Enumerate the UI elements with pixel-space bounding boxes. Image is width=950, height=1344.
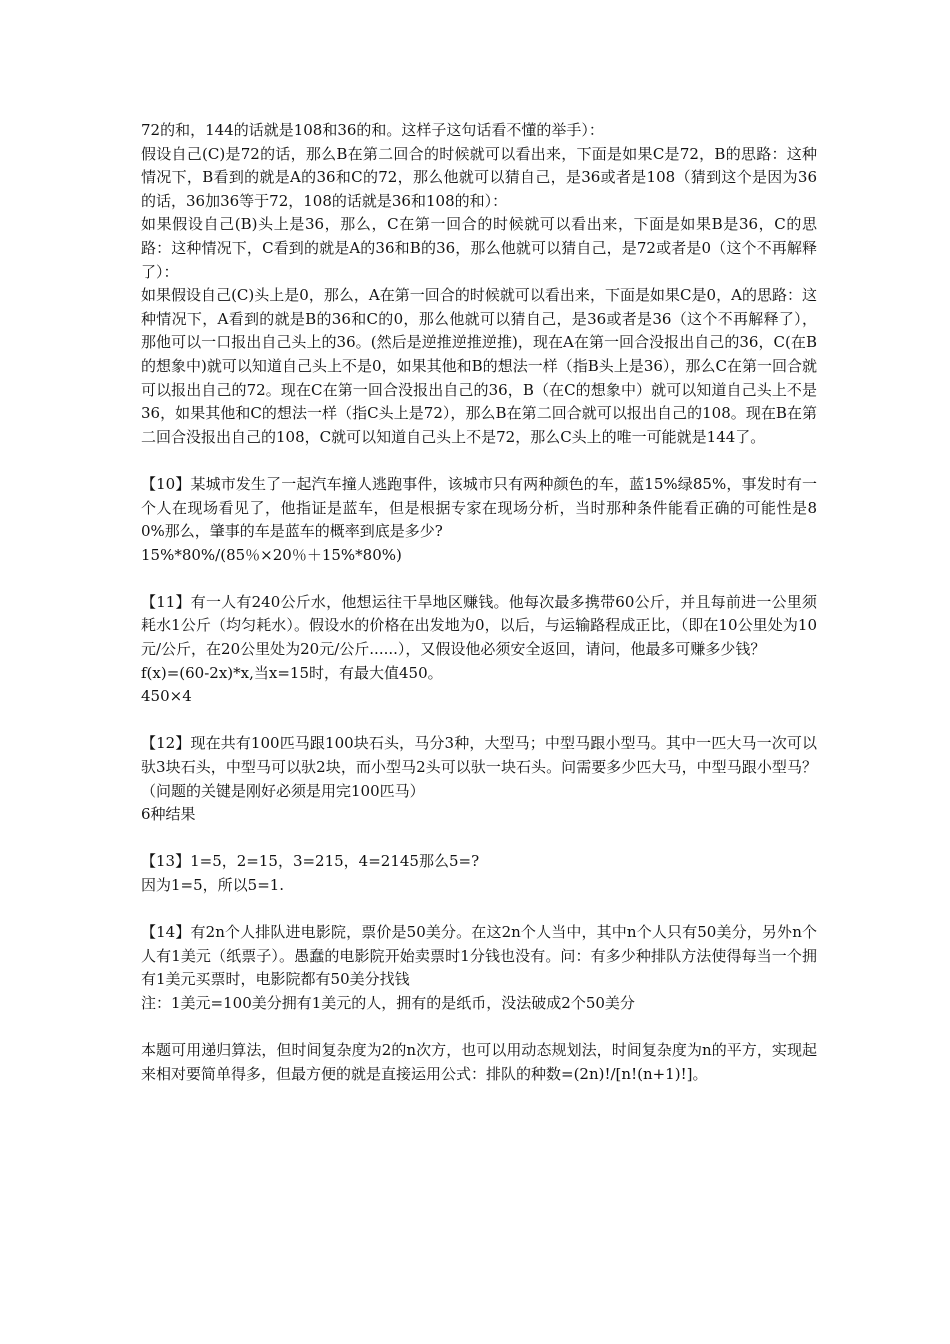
paragraph: 假设自己(C)是72的话，那么B在第二回合的时候就可以看出来，下面是如果C是72，B的思路：这种情况下，B看到的就是A的36和C的72，那么他就可以猜自己，是36或者是108（猜到这个是因为36的话，36加36等于72，108的话就是36和108的和）： — [141, 144, 817, 210]
answer-11-result: 450×4 — [141, 687, 192, 706]
question-12: 【12】现在共有100匹马跟100块石头，马分3种，大型马；中型马跟小型马。其中一匹大马一次可以驮3块石头，中型马可以驮2块，而小型马2头可以驮一块石头。问需要多少匹大马，中型马跟小型马？（问题的关键是刚好必须是用完100匹马） — [141, 734, 817, 800]
question-10: 【10】某城市发生了一起汽车撞人逃跑事件，该城市只有两种颜色的车，蓝15%绿85%，事发时有一个人在现场看见了，他指证是蓝车，但是根据专家在现场分析，当时那种条件能看正确的可能性是80%那么，肇事的车是蓝车的概率到底是多少? — [141, 474, 817, 541]
paragraph-spacer — [141, 1016, 817, 1040]
answer-14-note: 注：1美元=100美分拥有1美元的人，拥有的是纸币，没法破成2个50美分 — [141, 993, 635, 1012]
paragraph: 如果假设自己(C)头上是0，那么，A在第一回合的时候就可以看出来，下面是如果C是0，A的思路：这种情况下，A看到的就是B的36和C的0，那么他就可以猜自己，是36或者是36（这个不再解释了），那他可以一口报出自己头上的36。(然后是逆推逆推逆推)，现在A在第一回合没报出自己的36，C(在B的想象中)就可以知道自己头上不是0，如果其他和B的想法一样（指B头上是36），那么C在第一回合就可以报出自己的72。现在C在第一回合没报出自己的36，B（在C的想象中）就可以知道自己头上不是36，如果其他和C的想法一样（指C头上是72），那么B在第二回合就可以报出自己的108。现在B在第二回合没报出自己的108，C就可以知道自己头上不是72，那么C头上的唯一可能就是144了。 — [141, 286, 817, 446]
question-11: 【11】有一人有240公斤水，他想运往干旱地区赚钱。他每次最多携带60公斤，并且每前进一公里须耗水1公斤（均匀耗水）。假设水的价格在出发地为0，以后，与运输路程成正比，（即在10公里处为10元/公斤，在20公里处为20元/公斤......），又假设他必须安全返回，请问，他最多可赚多少钱？ — [141, 592, 817, 659]
paragraph: 72的和，144的话就是108和36的和。这样子这句话看不懂的举手）： — [141, 121, 604, 139]
paragraph-spacer — [141, 449, 817, 473]
paragraph-spacer — [141, 709, 817, 733]
answer-11-formula: f(x)=(60-2x)*x,当x=15时，有最大值450。 — [141, 663, 443, 682]
paragraph-spacer — [141, 898, 817, 922]
answer-13: 因为1=5，所以5=1. — [141, 876, 285, 894]
paragraph-spacer — [141, 567, 817, 591]
question-13: 【13】1=5，2=15，3=215，4=2145那么5=? — [141, 852, 480, 871]
paragraph: 如果假设自己(B)头上是36，那么，C在第一回合的时候就可以看出来，下面是如果B是36，C的思路：这种情况下，C看到的就是A的36和B的36，那么他就可以猜自己，是72或者是0（这个不再解释了）： — [141, 215, 817, 281]
answer-12: 6种结果 — [141, 805, 196, 824]
paragraph-spacer — [141, 827, 817, 851]
question-14: 【14】有2n个人排队进电影院，票价是50美分。在这2n个人当中，其中n个人只有50美分，另外n个人有1美元（纸票子）。愚蠢的电影院开始卖票时1分钱也没有。问：有多少种排队方法使得每当一个拥有1美元买票时，电影院都有50美分找钱 — [141, 923, 817, 989]
document-body — [141, 119, 817, 1086]
answer-14: 本题可用递归算法，但时间复杂度为2的n次方，也可以用动态规划法，时间复杂度为n的平方，实现起来相对要简单得多，但最方便的就是直接运用公式：排队的种数=(2n)!/[n!(n+1)!]。 — [141, 1041, 817, 1083]
answer-10: 15%*80%/(85％×20％＋15%*80%) — [141, 545, 402, 564]
